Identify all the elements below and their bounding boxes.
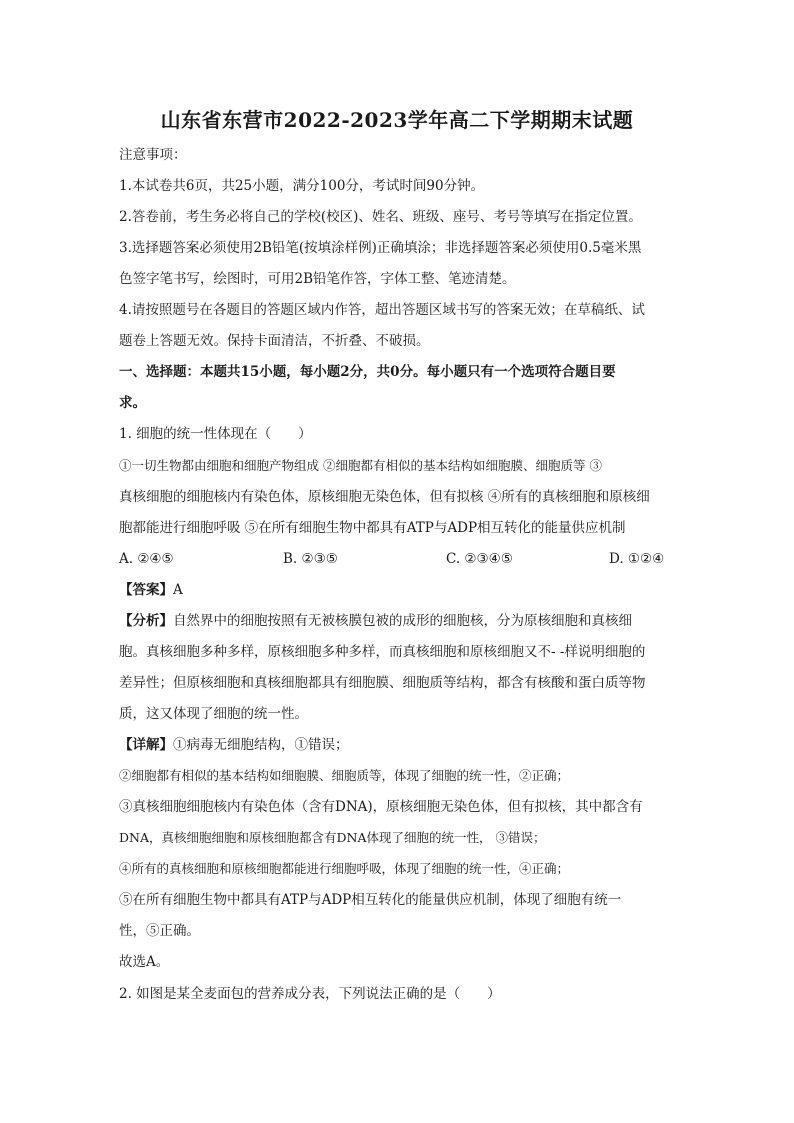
detail-text: ⑤在所有细胞生物中都具有ATP与ADP相互转化的能量供应机制，体现了细胞有统一 <box>119 892 622 908</box>
detail-conclusion: 故选A。 <box>119 954 170 970</box>
detail-text: ②细胞都有相似的基本结构如细胞膜、细胞质等，体现了细胞的统一性，②正确； <box>119 768 570 783</box>
detail-tag: 【详解】 <box>119 737 173 753</box>
analysis-text: 差异性；但原核细胞和真核细胞都具有细胞膜、细胞质等结构，都含有核酸和蛋白质等物 <box>119 675 646 691</box>
notice-item: 3.选择题答案必须使用2B铅笔(按填涂样例)正确填涂；非选择题答案必须使用0.5毫米黑 <box>119 240 642 256</box>
answer-line <box>119 580 183 600</box>
analysis-text: 自然界中的细胞按照有无被核膜包被的成形的细胞核，分为原核细胞和真核细 <box>173 613 632 629</box>
option-b: B. ②③⑤ <box>283 551 338 567</box>
analysis-tag: 【分析】 <box>119 613 173 629</box>
notice-item: 色签字笔书写，绘图时，可用2B铅笔作答，字体工整、笔迹清楚。 <box>119 271 516 287</box>
detail-text: ④所有的真核细胞和原核细胞都能进行细胞呼吸，体现了细胞的统一性，④正确； <box>119 861 570 876</box>
page-title: 山东省东营市2022-2023学年高二下学期期末试题 <box>160 108 634 132</box>
notice-item: 题卷上答题无效。保持卡面清洁，不折叠、不破损。 <box>119 333 430 349</box>
detail-text: 性，⑤正确。 <box>119 923 200 939</box>
notice-item: 2.答卷前，考生务必将自己的学校(校区)、姓名、班级、座号、考号等填写在指定位置。 <box>119 209 642 225</box>
question-1-stem: 1. 细胞的统一性体现在（ ） <box>119 426 312 442</box>
analysis-line <box>119 611 632 631</box>
answer-tag: 【答案】 <box>119 582 173 598</box>
question-1-body: ①一切生物都由细胞和细胞产物组成 ②细胞都有相似的基本结构如细胞膜、细胞质等 ③ <box>119 458 602 473</box>
analysis-text: 胞。真核细胞多种多样，原核细胞多种多样，而真核细胞和原核细胞又不- -样说明细胞的 <box>119 644 646 660</box>
question-1-body: 胞都能进行细胞呼吸 ⑤在所有细胞生物中都具有ATP与ADP相互转化的能量供应机制 <box>119 520 626 536</box>
notice-item: 4.请按照题号在各题目的答题区域内作答，超出答题区域书写的答案无效；在草稿纸、试 <box>119 302 645 318</box>
detail-text: DNA，真核细胞细胞和原核细胞都含有DNA体现了细胞的统一性， ③错误； <box>119 830 546 845</box>
notice-heading: 注意事项： <box>119 147 187 163</box>
option-c: C. ②③④⑤ <box>446 551 513 567</box>
detail-text: ③真核细胞细胞核内有染色体（含有DNA)，原核细胞无染色体，但有拟核，其中都含有 <box>119 799 643 815</box>
notice-item: 1.本试卷共6页，共25小题，满分100分，考试时间90分钟。 <box>119 178 485 194</box>
answer-value: A <box>173 582 183 598</box>
detail-text: ①病毒无细胞结构，①错误； <box>173 737 349 753</box>
question-1-body: 真核细胞的细胞核内有染色体，原核细胞无染色体，但有拟核 ④所有的真核细胞和原核细 <box>119 489 650 505</box>
option-d: D. ①②④ <box>609 551 665 567</box>
question-2-stem: 2. 如图是某全麦面包的营养成分表，下列说法正确的是（ ） <box>119 986 501 1002</box>
analysis-text: 质，这又体现了细胞的统一性。 <box>119 706 308 722</box>
section-heading-cont: 求。 <box>119 395 146 411</box>
detail-line <box>119 735 349 755</box>
section-heading: 一、选择题：本题共15小题，每小题2分，共0分。每小题只有一个选项符合题目要 <box>119 364 616 380</box>
option-a: A. ②④⑤ <box>119 551 174 567</box>
